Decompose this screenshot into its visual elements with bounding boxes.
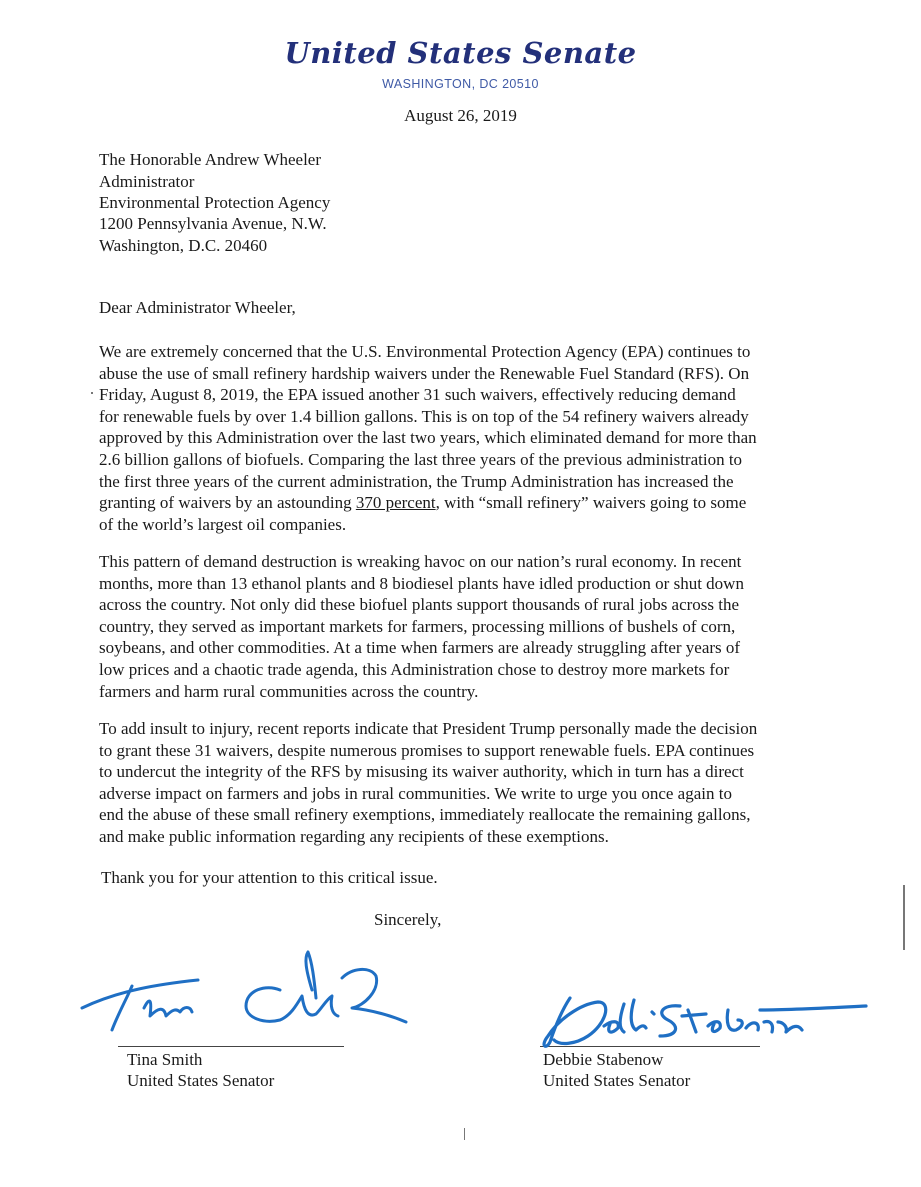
paragraph-line: We are extremely concerned that the U.S. Environmental Protection Agency (EPA) continues to <box>99 342 751 361</box>
paragraph-line: To add insult to injury, recent reports indicate that President Trump personally made the decision <box>99 719 758 738</box>
paragraph-line: Friday, August 8, 2019, the EPA issued another 31 such waivers, effectively reducing demand <box>99 385 736 405</box>
paragraph-line <box>99 492 827 514</box>
recipient-city: Washington, D.C. 20460 <box>99 236 268 255</box>
signatory-title: United States Senator <box>543 1071 691 1090</box>
underlined-percent: 370 percent <box>355 493 436 513</box>
scan-speck <box>91 392 93 394</box>
paragraph-line: farmers and harm rural communities across the country. <box>99 681 479 701</box>
paragraph-line: soybeans, and other commodities. At a time when farmers are already struggling after years of <box>99 638 741 658</box>
recipient-street: 1200 Pennsylvania Avenue, N.W. <box>99 214 327 233</box>
paragraph-3 <box>99 718 827 848</box>
line-text: , with “small refinery” waivers going to some <box>435 493 747 513</box>
paragraph-line: approved by this Administration over the last two years, which eliminated demand for more than <box>99 428 757 448</box>
paragraph-line: of the world’s largest oil companies. <box>99 514 347 534</box>
signatory-name: Debbie Stabenow <box>543 1050 664 1069</box>
letterhead-address: WASHINGTON, DC 20510 <box>382 77 539 91</box>
paragraph-line: This pattern of demand destruction is wreaking havoc on our nation’s rural economy. In recent <box>99 552 742 571</box>
letter-date: August 26, 2019 <box>404 106 517 125</box>
paragraph-line: 2.6 billion gallons of biofuels. Comparing the last three years of the previous administration to <box>99 449 743 469</box>
paragraph-line: abuse the use of small refinery hardship waivers under the Renewable Fuel Standard (RFS). On <box>99 363 750 383</box>
paragraph-line: months, more than 13 ethanol plants and 8 biodiesel plants have idled production or shut down <box>99 573 744 593</box>
line-text: granting of waivers by an astounding <box>99 493 356 513</box>
closing-sincerely: Sincerely, <box>374 910 442 929</box>
signatory-title: United States Senator <box>127 1071 275 1090</box>
signature-tina-smith <box>80 950 410 1040</box>
recipient-agency: Environmental Protection Agency <box>99 193 331 212</box>
paragraph-line: across the country. Not only did these biofuel plants support thousands of rural jobs across the <box>99 595 740 615</box>
paragraph-line: to grant these 31 waivers, despite numerous promises to support renewable fuels. EPA continues <box>99 740 755 760</box>
paragraph-2 <box>99 551 827 702</box>
scan-margin-mark <box>903 885 905 950</box>
closing-thanks: Thank you for your attention to this critical issue. <box>101 868 438 887</box>
letterhead-title: United States Senate <box>284 36 637 70</box>
paragraph-line: end the abuse of these small refinery exemptions, immediately reallocate the remaining gallons, <box>99 805 751 825</box>
scan-margin-mark <box>464 1128 465 1140</box>
signature-debbie-stabenow <box>540 980 870 1060</box>
paragraph-line: country, they served as important markets for farmers, processing millions of bushels of corn, <box>99 616 736 636</box>
paragraph-line: the first three years of the current administration, the Trump Administration has increased the <box>99 471 734 491</box>
recipient-name: The Honorable Andrew Wheeler <box>99 150 322 169</box>
paragraph-line: for renewable fuels by over 1.4 billion gallons. This is on top of the 54 refinery waivers already <box>99 406 749 426</box>
signature-line <box>118 1046 344 1047</box>
recipient-title: Administrator <box>99 172 195 191</box>
paragraph-line: adverse impact on farmers and jobs in rural communities. We write to urge you once again to <box>99 783 732 803</box>
salutation: Dear Administrator Wheeler, <box>99 298 296 317</box>
paragraph-line: and make public information regarding any recipients of these exemptions. <box>99 826 609 846</box>
paragraph-line: to undercut the integrity of the RFS by misusing its waiver authority, which in turn has a direct <box>99 762 744 782</box>
paragraph-line: low prices and a chaotic trade agenda, this Administration chose to destroy more markets for <box>99 659 730 679</box>
signatory-name: Tina Smith <box>127 1050 203 1069</box>
paragraph-1 <box>99 341 827 535</box>
